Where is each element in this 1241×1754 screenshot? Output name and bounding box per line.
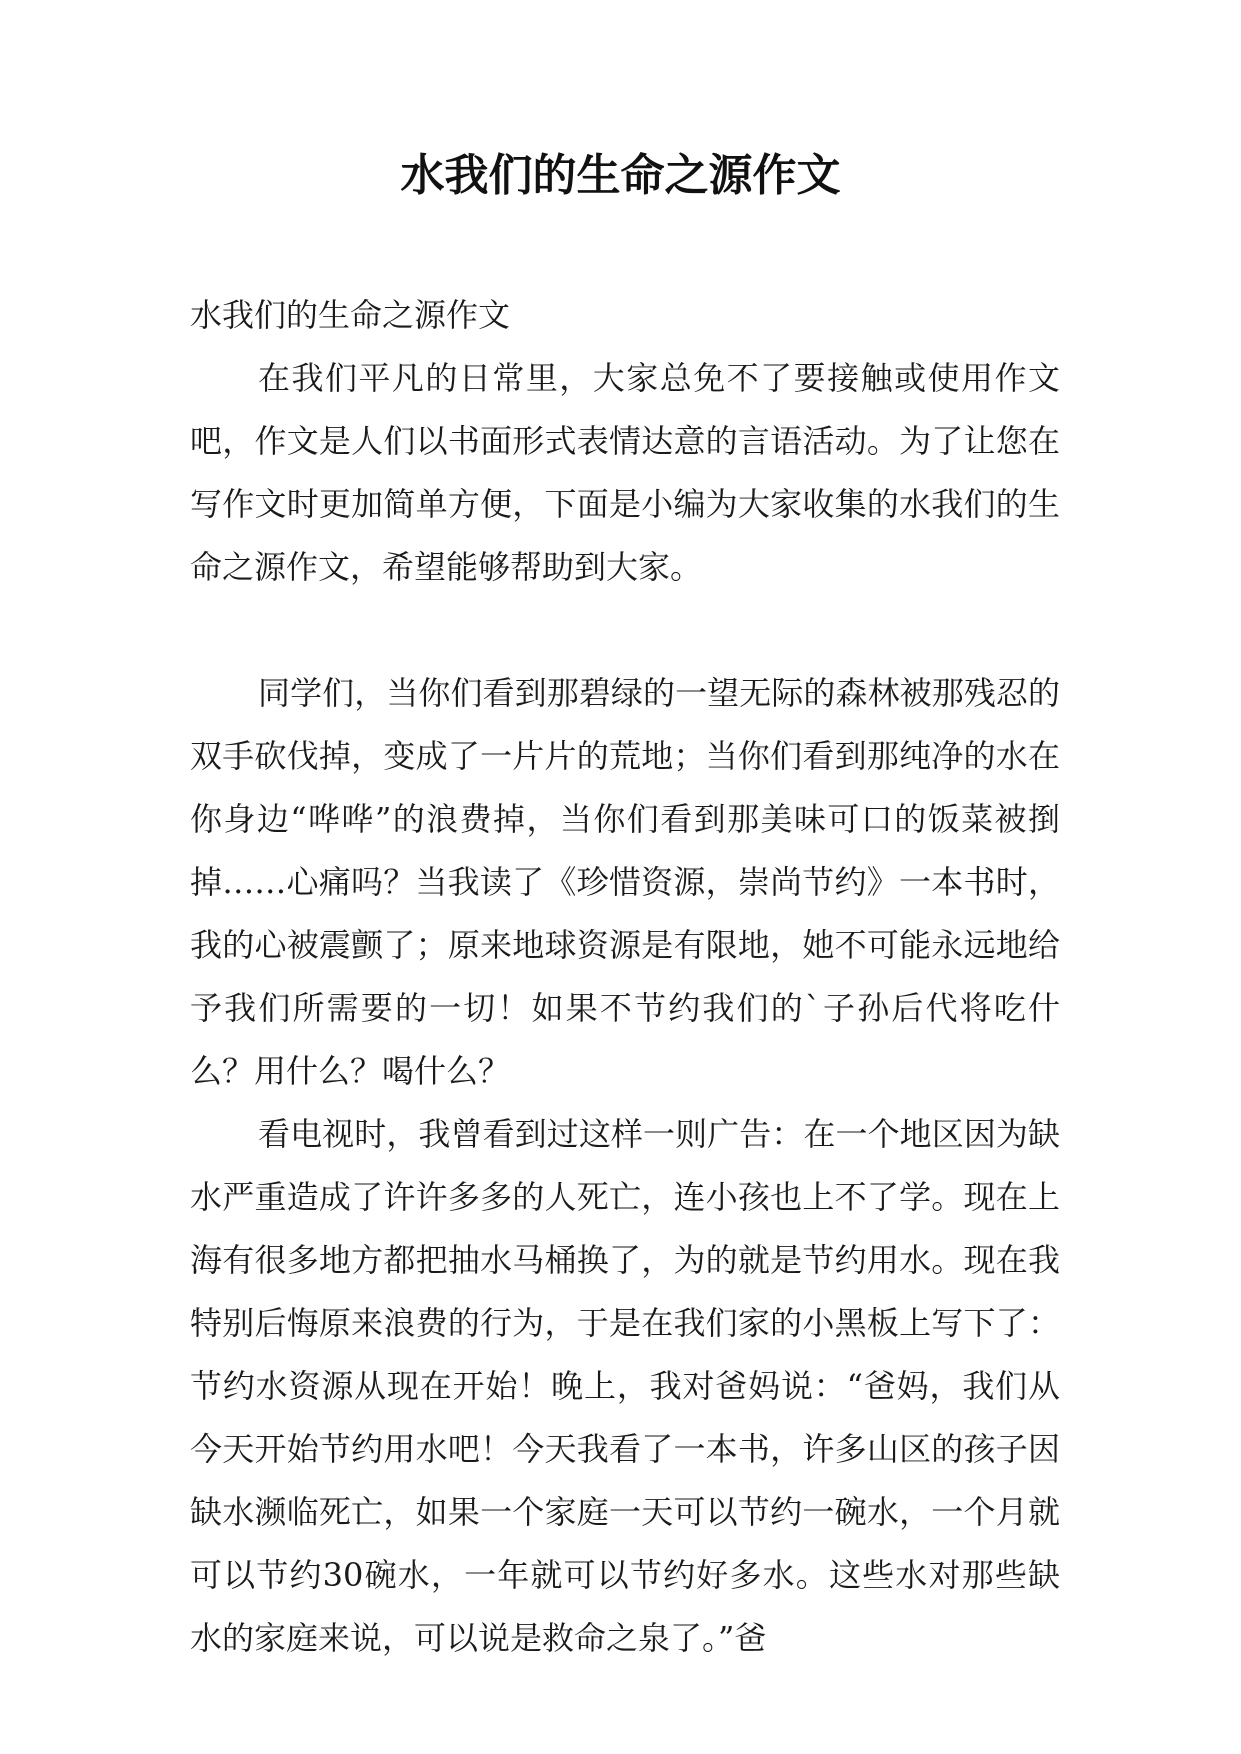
document-body	[190, 284, 1060, 1670]
paragraph-forest: 同学们，当你们看到那碧绿的一望无际的森林被那残忍的双手砍伐掉，变成了一片片的荒地；当你们看到那纯净的水在你身边“哗哗”的浪费掉，当你们看到那美味可口的饭菜被捯掉……心痛吗？当我读了《珍惜资源，崇尚节约》一本书时，我的心被震颤了；原来地球资源是有限地，她不可能永远地给予我们所需要的一切！如果不节约我们的`子孙后代将吃什么？用什么？喝什么？	[190, 674, 1060, 1090]
document-subtitle: 水我们的生命之源作文	[190, 296, 511, 334]
document-title: 水我们的生命之源作文	[400, 150, 841, 201]
paragraph-tv-ad: 看电视时，我曾看到过这样一则广告：在一个地区因为缺水严重造成了许许多多的人死亡，连小孩也上不了学。现在上海有很多地方都把抽水马桶换了，为的就是节约用水。现在我特别后悔原来浪费的行为，于是在我们家的小黑板上写下了：节约水资源从现在开始！晚上，我对爸妈说：“爸妈，我们从今天开始节约用水吧！今天我看了一本书，许多山区的孩子因缺水濒临死亡，如果一个家庭一天可以节约一碗水，一个月就可以节约30碗水，一年就可以节约好多水。这些水对那些缺水的家庭来说，可以说是救命之泉了。”爸	[190, 1115, 1060, 1657]
paragraph-intro: 在我们平凡的日常里，大家总免不了要接触或使用作文吧，作文是人们以书面形式表情达意的言语活动。为了让您在写作文时更加简单方便，下面是小编为大家收集的水我们的生命之源作文，希望能够帮助到大家。	[190, 359, 1060, 586]
paragraph-gap	[190, 599, 1060, 662]
